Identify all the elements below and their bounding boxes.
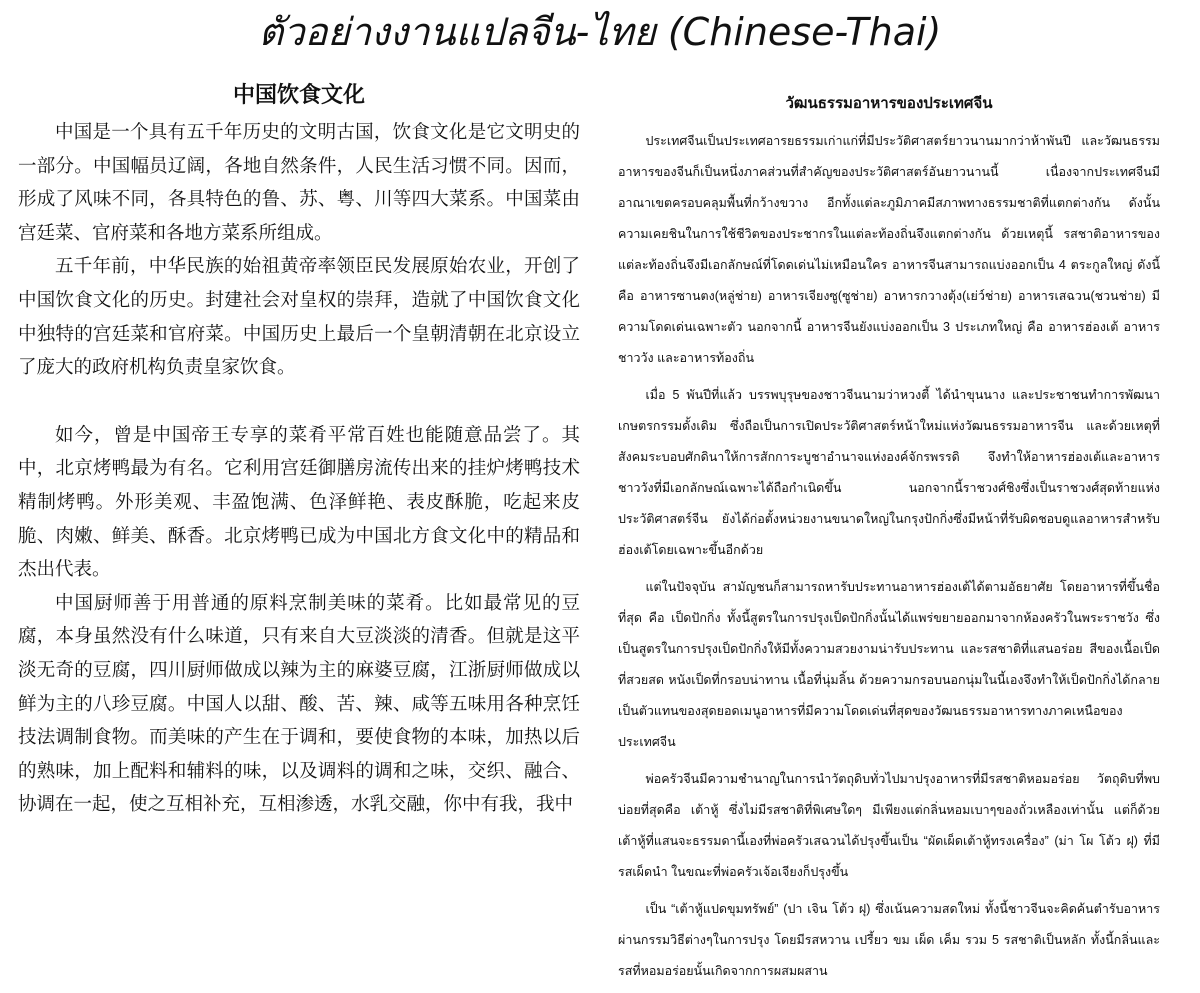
thai-paragraph: เป็น “เต้าหู้แปดขุมทรัพย์” (ปา เจิน โต้ว ฝุ) ซึ่งเน้นความสดใหม่ ทั้งนี้ชาวจีนจะคิดค้นตำรับอาหาร ผ่านกรรมวิธีต่างๆในการปรุง โดยมีรสหวาน เปรี้ยว ขม เผ็ด เค็ม รวม 5 รสชาติเป็นหลัก ทั้งนี้กลิ่นและรสที่หอมอร่อยนั้นเกิดจากการผสมผสาน <box>618 902 1160 978</box>
page-title: ตัวอย่างงานแปลจีน-ไทย (Chinese-Thai) <box>258 10 942 54</box>
chinese-paragraph: 如今，曾是中国帝王专享的菜肴平常百姓也能随意品尝了。其中，北京烤鸭最为有名。它利用宫廷御膳房流传出来的挂炉烤鸭技术精制烤鸭。外形美观、丰盈饱满、色泽鲜艳、表皮酥脆，吃起来皮脆、肉嫩、鲜美、酥香。北京烤鸭已成为中国北方食文化中的精品和杰出代表。 <box>18 424 580 581</box>
paragraph-gap <box>18 385 580 419</box>
chinese-heading: 中国饮食文化 <box>232 83 365 108</box>
thai-heading: วัฒนธรรมอาหารของประเทศจีน <box>785 95 993 112</box>
chinese-column <box>18 78 580 822</box>
thai-paragraph: พ่อครัวจีนมีความชำนาญในการนำวัตถุดิบทั่วไปมาปรุงอาหารที่มีรสชาติหอมอร่อย วัตถุดิบที่พบบ่อยที่สุดคือ เต้าหู้ ซึ่งไม่มีรสชาติที่พิเศษใดๆ มีเพียงแต่กลิ่นหอมเบาๆของถั่วเหลืองเท่านั้น แต่ก็ด้วยเต้าหู้ที่แสนจะธรรมดานี้เองที่พ่อครัวเสฉวนได้ปรุงขึ้นเป็น “ผัดเผ็ดเต้าหู้ทรงเครื่อง” (ม่า โผ โต้ว ฝุ) ที่มีรสเผ็ดนำ ในขณะที่พ่อครัวเจ้อเจียงก็ปรุงขึ้น <box>618 772 1160 879</box>
chinese-paragraph: 中国是一个具有五千年历史的文明古国，饮食文化是它文明史的一部分。中国幅员辽阔，各地自然条件，人民生活习惯不同。因而，形成了风味不同，各具特色的鲁、苏、粤、川等四大菜系。中国菜由宫廷菜、官府菜和各地方菜系所组成。 <box>18 122 580 244</box>
thai-paragraph: แต่ในปัจจุบัน สามัญชนก็สามารถหารับประทานอาหารฮ่องเต้ได้ตามอัธยาศัย โดยอาหารที่ขึ้นชื่อที่สุด คือ เป็ดปักกิ่ง ทั้งนี้สูตรในการปรุงเป็ดปักกิ่งนั้นได้แพร่ขยายออกมาจากห้องครัวในพระราชวัง ซึ่งเป็นสูตรในการปรุงเป็ดปักกิ่งให้มีทั้งความสวยงามน่ารับประทาน และรสชาติที่แสนอร่อย สีของเนื้อเป็ดที่สวยสด หนังเป็ดที่กรอบน่าทาน เนื้อที่นุ่มลิ้น ด้วยความกรอบนอกนุ่มในนี้เองจึงทำให้เป็ดปักกิ่งได้กลายเป็นตัวแทนของสุดยอดเมนูอาหารที่มีความโดดเด่นที่สุดของวัฒนธรรมอาหารทางภาคเหนือของประเทศจีน <box>618 580 1160 749</box>
thai-paragraph: ประเทศจีนเป็นประเทศอารยธรรมเก่าแก่ที่มีประวัติศาสตร์ยาวนานมากว่าห้าพันปี และวัฒนธรรมอาหารของจีนก็เป็นหนึ่งภาคส่วนที่สำคัญของประวัติศาสตร์อันยาวนานนี้ เนื่องจากประเทศจีนมีอาณาเขตครอบคลุมพื้นที่กว้างขวาง อีกทั้งแต่ละภูมิภาคมีสภาพทางธรรมชาติที่แตกต่างกัน ดังนั้นความเคยชินในการใช้ชีวิตของประชากรในแต่ละท้องถิ่นจึงแตกต่างกัน ด้วยเหตุนี้ รสชาติอาหารของแต่ละท้องถิ่นจึงมีเอกลักษณ์ที่โดดเด่นไม่เหมือนใคร อาหารจีนสามารถแบ่งออกเป็น 4 ตระกูลใหญ่ ดังนี้ คือ อาหารซานตง(หลู่ช่าย) อาหารเจียงซู(ซูช่าย) อาหารกวางตุ้ง(เย่ว์ช่าย) อาหารเสฉวน(ชวนช่าย) มีความโดดเด่นเฉพาะตัว นอกจากนี้ อาหารจีนยังแบ่งออกเป็น 3 ประเภทใหญ่ คือ อาหารฮ่องเต้ อาหารชาววัง และอาหารท้องถิ่น <box>618 134 1160 365</box>
chinese-paragraph: 中国厨师善于用普通的原料烹制美味的菜肴。比如最常见的豆腐，本身虽然没有什么味道，只有来自大豆淡淡的清香。但就是这平淡无奇的豆腐，四川厨师做成以辣为主的麻婆豆腐，江浙厨师做成以鲜为主的八珍豆腐。中国人以甜、酸、苦、辣、咸等五味用各种烹饪技法调制食物。而美味的产生在于调和，要使食物的本味，加热以后的熟味，加上配料和辅料的味，以及调料的调和之味，交织、融合、协调在一起，使之互相补充，互相渗透，水乳交融，你中有我，我中 <box>18 592 580 816</box>
thai-column <box>618 92 1160 993</box>
thai-paragraph: เมื่อ 5 พันปีที่แล้ว บรรพบุรุษของชาวจีนนามว่าหวงตี้ ได้นำขุนนาง และประชาชนทำการพัฒนาเกษตรกรรมดั้งเดิม ซึ่งถือเป็นการเปิดประวัติศาสตร์หน้าใหม่แห่งวัฒนธรรมอาหารจีน และด้วยเหตุที่สังคมระบอบศักดินาให้การสักการะบูชาอำนาจแห่งองค์จักรพรรดิ จึงทำให้อาหารฮ่องเต้และอาหารชาววังที่มีเอกลักษณ์เฉพาะได้ถือกำเนิดขึ้น นอกจากนี้ราชวงศ์ชิงซึ่งเป็นราชวงศ์สุดท้ายแห่งประวัติศาสตร์จีน ยังได้ก่อตั้งหน่วยงานขนาดใหญ่ในกรุงปักกิ่งซึ่งมีหน้าที่รับผิดชอบดูแลอาหารสำหรับฮ่องเต้โดยเฉพาะขึ้นอีกด้วย <box>618 388 1160 557</box>
chinese-paragraph: 五千年前，中华民族的始祖黄帝率领臣民发展原始农业，开创了中国饮食文化的历史。封建社会对皇权的崇拜，造就了中国饮食文化中独特的宫廷菜和官府菜。中国历史上最后一个皇朝清朝在北京设立了庞大的政府机构负责皇家饮食。 <box>18 256 580 379</box>
